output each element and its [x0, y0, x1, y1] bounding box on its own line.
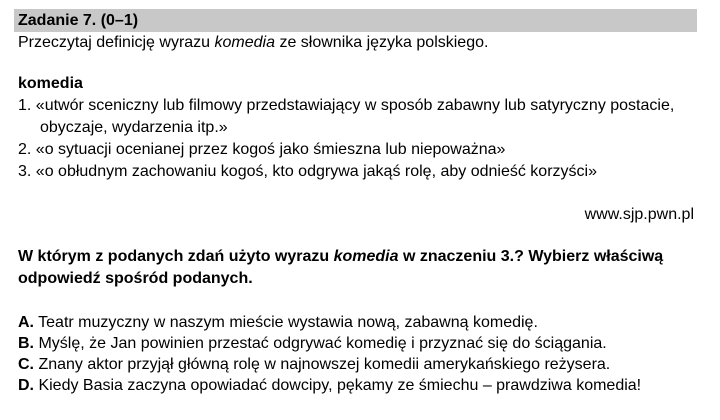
- answer-letter: B.: [18, 335, 34, 352]
- answer-text: Teatr muzyczny w naszym mieście wystawia nową, zabawną komedię.: [34, 314, 538, 331]
- instruction-text: [18, 33, 488, 53]
- question-post: w znaczeniu 3.? Wybierz właściwą: [398, 248, 664, 265]
- definition-3: [18, 162, 597, 182]
- question-line-1: [18, 247, 663, 267]
- answer-text: Myślę, że Jan powinien przestać odgrywać komedię i przyznać się do ściągania.: [34, 335, 607, 352]
- answer-option-c[interactable]: [18, 355, 610, 375]
- definition-number: 1.: [18, 97, 32, 114]
- question-pre: W którym z podanych zdań użyto wyrazu: [18, 248, 334, 265]
- answer-text: Znany aktor przyjął główną rolę w najnowszej komedii amerykańskiego reżysera.: [34, 356, 611, 373]
- answer-option-a[interactable]: [18, 313, 538, 333]
- instruction-word: komedia: [214, 34, 275, 51]
- dictionary-headword: komedia: [18, 75, 83, 92]
- definition-text: «o obłudnym zachowaniu kogoś, kto odgrywa jakąś rolę, aby odnieść korzyści»: [35, 163, 597, 180]
- definition-text: «o sytuacji ocenianej przez kogoś jako śmieszna lub niepoważna»: [35, 141, 506, 158]
- source-citation: www.sjp.pwn.pl: [584, 206, 694, 223]
- answer-letter: D.: [18, 377, 34, 394]
- instruction-post: ze słownika języka polskiego.: [275, 34, 489, 51]
- definition-2: [18, 140, 505, 160]
- answer-letter: C.: [18, 356, 34, 373]
- definition-1: [18, 96, 674, 116]
- instruction-pre: Przeczytaj definicję wyrazu: [18, 34, 215, 51]
- question-line-2: odpowiedź spośród podanych.: [18, 270, 253, 287]
- definition-text: «utwór sceniczny lub filmowy przedstawiający w sposób zabawny lub satyryczny postacie,: [35, 97, 675, 114]
- definition-number: 2.: [18, 141, 32, 158]
- question-word: komedia: [333, 248, 399, 265]
- answer-text: Kiedy Basia zaczyna opowiadać dowcipy, pękamy ze śmiechu – prawdziwa komedia!: [34, 377, 642, 394]
- answer-letter: A.: [18, 314, 34, 331]
- definition-1-continuation: obyczaje, wydarzenia itp.»: [40, 119, 228, 136]
- answer-option-d[interactable]: [18, 376, 641, 396]
- definition-number: 3.: [18, 163, 32, 180]
- task-title: Zadanie 7. (0–1): [18, 12, 139, 29]
- answer-option-b[interactable]: [18, 334, 607, 354]
